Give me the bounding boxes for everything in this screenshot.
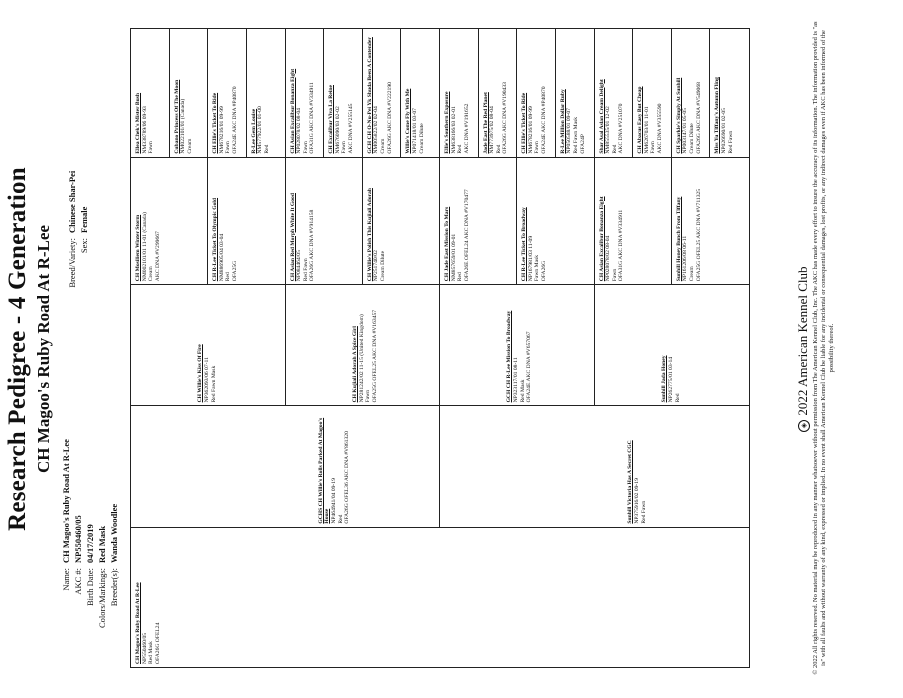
pedigree-cell: [401, 29, 440, 157]
pedigree-cell: [517, 158, 594, 285]
dog-detail: NM005822/02 02-04: [373, 106, 380, 154]
dog-detail: NP262775/01 03-14: [667, 356, 674, 403]
dog-detail: NP323117/01 08-11: [513, 357, 520, 403]
dog-name: CH Asian Red Morph White It Good: [289, 193, 296, 282]
pedigree-cell: [672, 29, 711, 157]
dog-detail: OFA26G AKC DNA #V222190: [386, 82, 393, 154]
dog-detail: NP281242/02 11-15 (United Kingdom): [358, 314, 365, 403]
akc-logo: [795, 0, 811, 698]
dog-detail: AKC DNA #V191652: [463, 103, 470, 154]
dog-detail: Fawn: [365, 389, 372, 403]
dog-detail: Fawn: [650, 141, 657, 154]
dog-detail: OFA25G OFEL25 AKC DNA #V711325: [695, 188, 702, 282]
dog-detail: Cream Dilute: [418, 123, 425, 154]
generation-1-column: [131, 527, 749, 667]
dog-detail: Red Fawn: [727, 130, 734, 154]
name-value: CH Magoo's Ruby Road At R-Lee: [61, 439, 71, 563]
generation-3-column: [131, 284, 749, 405]
dog-detail: Red Mask: [148, 641, 155, 664]
pedigree-cell: [363, 158, 440, 285]
copyright-disclaimer: © 2022 All rights reserved. No material may be reproduced in any manner whatsoever without permission from The American Kennel Club, Inc. The AKC has made every effort to insure the accuracy of its information. The information provided is "as is" with all faults and without warranty of any kind, expressed or implied. In no event shall American Kennel Club be liable for any incidental or consequential damages, lost profits, or any indirect damages even if AKC has been informed of the possibility thereof.: [812, 21, 835, 675]
dog-detail: OFA26G AKC DNA #V914158: [309, 209, 316, 282]
dog-detail: NP375916/02 09-19: [633, 478, 640, 524]
dog-detail: NP084464/05: [296, 250, 303, 282]
dog-detail: Fawn: [148, 141, 155, 154]
generation-5-column: [131, 29, 749, 157]
pedigree-cell: [440, 158, 517, 285]
breeder-label: Breeder(s):: [109, 568, 119, 607]
pedigree-cell: [208, 158, 285, 285]
page-subtitle: CH Magoo's Ruby Road At R-Lee: [34, 225, 53, 473]
dog-detail: Red: [264, 144, 271, 154]
dog-name: Ellea Chek's Mister Bush: [135, 92, 141, 154]
dog-name: Jade East The Red Planet: [482, 92, 489, 154]
dog-detail: NM676090/03 02-02: [334, 106, 341, 154]
dog-detail: Red Mask: [519, 379, 526, 403]
dog-detail: OFA24E AKC DNA #P40870: [541, 86, 548, 154]
dog-detail: NP003147/01 05-05: [682, 108, 689, 154]
dog-detail: NP050588/01 09-07: [566, 108, 573, 154]
pedigree-cell: [440, 406, 749, 526]
pedigree-cell: [479, 29, 518, 157]
breed-label: Breed/Variety:: [67, 238, 77, 288]
dog-name: Miss Yu Tiffany's Autumn Fling: [714, 77, 721, 154]
dog-detail: Red Fawn Mask: [210, 365, 217, 403]
dog-detail: NM886905/04 03-04: [218, 233, 225, 282]
dog-detail: OFA24P: [579, 134, 586, 154]
dog-detail: NP550460/05: [141, 632, 148, 664]
dog-name: Willie's Come Fly With Me: [405, 88, 412, 154]
dog-detail: NP251740/02: [373, 250, 380, 282]
pedigree-grid: [130, 28, 750, 668]
dog-name: CH R-Lee Ticket To Olympic Gold: [212, 197, 219, 282]
dog-name: Sunhill Honey Bunch From Tiffany: [675, 196, 682, 282]
dog-detail: Cream Dilute: [688, 123, 695, 154]
breed-value: Chinese Shar-Pei: [67, 170, 77, 233]
dog-detail: NM678216/01 09-99: [527, 106, 534, 154]
name-label: Name:: [61, 568, 71, 591]
dog-name: GCH CH R-Lee Mission To Broadway: [506, 310, 513, 403]
pedigree-cell: [556, 29, 595, 157]
dog-detail: NM678216/01 09-99: [218, 106, 225, 154]
dog-detail: Fawn: [302, 141, 309, 154]
pedigree-cell: [131, 406, 440, 526]
dog-name: CH Willie's Polish This Kujiali Adorah: [366, 188, 373, 282]
dog-name: CH Excalibur Viva La Reine: [328, 85, 335, 154]
akc-value: NP550460/05: [73, 515, 83, 563]
pedigree-cell: [672, 158, 749, 285]
dog-name: Sunhill Victoria Has A Secret CGC: [627, 440, 634, 524]
generation-4-column: [131, 157, 749, 285]
dog-detail: Red: [225, 272, 232, 282]
dog-detail: OFA26E OFEL24 AKC DNA #V170477: [463, 189, 470, 282]
dog-name: R-Lee Gem Louise: [250, 108, 257, 154]
colors-label: Colors/Markings:: [97, 568, 107, 628]
pedigree-cell: [131, 158, 208, 285]
dog-detail: AKC DNA #V355590: [656, 103, 663, 154]
dog-name: R-Lee Million Dollar Ruby: [559, 89, 566, 154]
pedigree-cell: [595, 285, 750, 405]
dog-detail: Red: [495, 144, 502, 154]
dog-name: CH Willie's Kiss Of Fire: [197, 344, 204, 403]
pedigree-cell: [208, 29, 247, 157]
dog-detail: NM002101/01 11-01 (Canada): [141, 212, 148, 282]
dog-detail: Cream Dilute: [379, 250, 386, 282]
dog-detail: OFA24E AKC DNA #V657067: [526, 331, 533, 403]
dog-detail: Fawn: [341, 141, 348, 154]
dog-name: GCH CH O-Nu-Pei Yk Shuda Been A Contender: [366, 37, 373, 154]
breeder-value: Wanda Woodlee: [109, 503, 119, 563]
dog-detail: OFA25G: [232, 260, 239, 282]
akc-logo-text: 2022 American Kennel Club: [795, 266, 810, 416]
pedigree-cell: [131, 285, 286, 405]
dog-name: CH Sparkle's Simply At Sunhill: [675, 77, 682, 154]
dog-detail: NP362093/06 07-11: [204, 357, 211, 403]
dog-name: CH Ellie's Ticket To Ride: [212, 92, 219, 154]
dog-name: CH Asian Excalibur Bonanza Eight: [289, 68, 296, 154]
dog-detail: OFA31G AKC DNA #V334911: [618, 209, 625, 282]
dog-detail: OFA24E AKC DNA #P40870: [232, 86, 239, 154]
dog-name: CH Mosiliem Winter Storm: [135, 214, 141, 282]
pedigree-cell: [595, 158, 672, 285]
dog-name: CH Kujiali Adorah A Spice Girl: [351, 326, 358, 403]
dog-detail: Red: [457, 272, 464, 282]
pedigree-cell: [324, 29, 363, 157]
dog-detail: Red Fawn Mask: [573, 116, 580, 154]
dog-detail: Red: [457, 144, 464, 154]
dog-detail: OFA31G AKC DNA #V334911: [309, 82, 316, 154]
dog-detail: NP028078/02 08-04: [605, 235, 612, 282]
generation-2-column: [131, 405, 749, 526]
dog-detail: NP026690/01 02-05: [720, 108, 727, 154]
dog-detail: NM855535/01 12-02: [605, 106, 612, 154]
dog-info-left: [60, 439, 120, 638]
dog-detail: OFA26G AKC DNA #V190433: [502, 82, 509, 154]
sex-label: Sex:: [79, 238, 89, 254]
akc-logo-icon: ◈: [798, 420, 810, 432]
dog-detail: Fawn Mask: [534, 254, 541, 282]
dog-detail: NM022101/01 (Canada): [180, 98, 187, 154]
pedigree-cell: [170, 29, 209, 157]
dog-detail: Red: [674, 393, 681, 403]
birth-label: Birth Date:: [85, 568, 95, 607]
dog-detail: Fawn: [534, 141, 541, 154]
dog-name: Sunhill Jada Honey: [661, 355, 668, 403]
dog-detail: Cream: [688, 266, 695, 282]
dog-detail: NM577922/01 01-00: [257, 106, 264, 154]
dog-detail: Fawn: [225, 141, 232, 154]
dog-detail: OFA26G AKC DNA #V549068: [695, 82, 702, 154]
dog-name: Cubano Princess Of The Moon: [173, 79, 180, 154]
dog-name: CH Magoo's Ruby Road At R-Lee: [135, 582, 141, 664]
pedigree-cell: [363, 29, 402, 157]
dog-detail: OFA26G: [541, 260, 548, 282]
dog-detail: Cream: [379, 138, 386, 154]
pedigree-cell: [595, 29, 634, 157]
dog-detail: OFA25G OFEL25 AKC DNA #V163457: [371, 309, 378, 403]
dog-detail: AKC DNA #V299667: [154, 231, 161, 282]
dog-detail: Red: [337, 514, 344, 524]
pedigree-cell: [440, 29, 479, 157]
dog-name: Shar Asal Aslan Cream Delight: [598, 79, 605, 154]
dog-detail: Fawn: [611, 268, 618, 282]
pedigree-cell: [633, 29, 672, 157]
dog-detail: Cream: [148, 266, 155, 282]
dog-name: Ellie's Southern Exposure: [444, 91, 450, 154]
akc-label: AKC #:: [73, 568, 83, 595]
dog-detail: OFA26G OFEL24: [154, 622, 161, 664]
dog-detail: Cream: [186, 138, 193, 154]
dog-detail: AKC DNA #V251070: [618, 103, 625, 154]
dog-detail: Red Fawn: [302, 258, 309, 282]
pedigree-cell: [710, 29, 749, 157]
pedigree-cell: [247, 29, 286, 157]
dog-detail: AKC DNA #V255145: [347, 103, 354, 154]
pedigree-cell: [131, 528, 749, 667]
dog-detail: NM773975/02 08-04: [489, 106, 496, 154]
dog-detail: NM857659/01 09-01: [450, 233, 457, 282]
dog-detail: NP167981/03 11-09: [527, 235, 534, 282]
dog-detail: NM626703/01 11-01: [643, 106, 650, 154]
dog-detail: NM638166/03 02-01: [450, 106, 457, 154]
dog-name: CH Ellie's Ticket To Ride: [521, 92, 528, 154]
dog-detail: OFA26G OFEL36 AKC DNA #V861320: [344, 431, 351, 524]
dog-detail: NP028078/02 08-04: [296, 108, 303, 154]
pedigree-cell: [286, 285, 441, 405]
pedigree-cell: [131, 29, 170, 157]
birth-value: 04/17/2019: [85, 524, 95, 563]
dog-name: CH Asian Excalibur Bonanza Eight: [598, 196, 605, 282]
pedigree-cell: [286, 158, 363, 285]
dog-name: CH R-Lee Ticket To Broadway: [521, 207, 528, 282]
dog-detail: Red: [611, 144, 618, 154]
dog-name: CH Abacus Easy But Cheap: [637, 86, 644, 154]
page-title: Research Pedigree - 4 Generation: [4, 167, 31, 531]
colors-value: Red Mask: [97, 525, 107, 563]
dog-detail: NP464941/04 09-19: [330, 478, 337, 524]
dog-name: CH Jade East Mission To Mars: [444, 206, 450, 282]
dog-info-right: [66, 171, 90, 318]
dog-detail: NP161206/08 06-11: [682, 235, 689, 282]
pedigree-cell: [517, 29, 556, 157]
sex-value: Female: [79, 206, 89, 233]
dog-detail: NP071418/01 03-07: [411, 108, 418, 154]
dog-detail: NM338789/06 09-93: [141, 106, 148, 154]
dog-name: GCHS CH Willie's Rolls Parked At Magoo's House: [317, 417, 331, 524]
dog-detail: Red Fawn: [640, 500, 647, 524]
pedigree-cell: [286, 29, 325, 157]
pedigree-cell: [440, 285, 595, 405]
